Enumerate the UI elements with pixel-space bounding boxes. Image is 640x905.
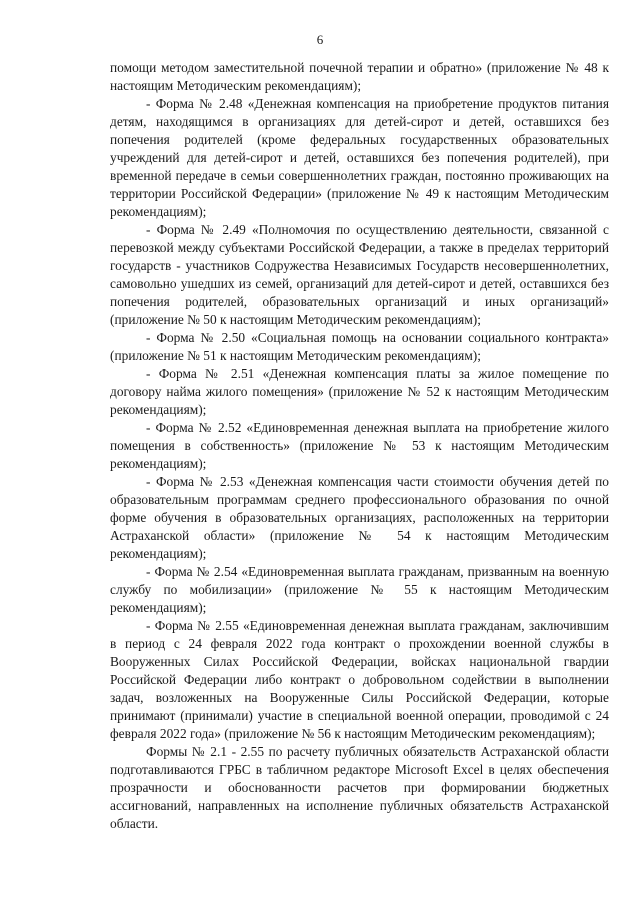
paragraph-form-2-53: - Форма № 2.53 «Денежная компенсация части стоимости обучения детей по образовательным программам среднего профессионального образования по очной форме обучения в образовательных организациях, расположенных на территории Астраханской области» (приложение № 54 к настоящим Методическим рекомендациям); xyxy=(110,474,609,561)
paragraph-summary: Формы № 2.1 - 2.55 по расчету публичных обязательств Астраханской области подготавливаются ГРБС в табличном редакторе Microsoft Excel в целях обеспечения прозрачности и обоснованности расчетов при формировании бюджетных ассигнований, направленных на исполнение публичных обязательств Астраханской области. xyxy=(110,744,609,831)
paragraph-form-2-49: - Форма № 2.49 «Полномочия по осуществлению деятельности, связанной с перевозкой между субъектами Российской Федерации, а также в пределах территорий государств - участников Содружества Независимых Государств несовершеннолетних, самовольно ушедших из семей, организаций для детей-сирот и детей, оставшихся без попечения родителей, образовательных организаций и иных организаций» (приложение № 50 к настоящим Методическим рекомендациям); xyxy=(110,222,609,327)
paragraph-form-2-51: - Форма № 2.51 «Денежная компенсация платы за жилое помещение по договору найма жилого помещения» (приложение № 52 к настоящим Методическим рекомендациям); xyxy=(110,366,609,417)
paragraph-form-2-55: - Форма № 2.55 «Единовременная денежная выплата гражданам, заключившим в период с 24 февраля 2022 года контракт о прохождении военной службы в Вооруженных Силах Российской Федерации, войсках национальной гвардии Российской Федерации либо контракт о добровольном содействии в выполнении задач, возложенных на Вооруженные Силы Российской Федерации, которые принимают (принимали) участие в специальной военной операции, проводимой с 24 февраля 2022 года» (приложение № 56 к настоящим Методическим рекомендациям); xyxy=(110,618,609,741)
document-body xyxy=(110,59,609,833)
paragraph-form-2-50: - Форма № 2.50 «Социальная помощь на основании социального контракта» (приложение № 51 к настоящим Методическим рекомендациям); xyxy=(110,330,609,363)
paragraph-continuation: помощи методом заместительной почечной терапии и обратно» (приложение № 48 к настоящим Методическим рекомендациям); xyxy=(110,60,609,93)
paragraph-form-2-48: - Форма № 2.48 «Денежная компенсация на приобретение продуктов питания детям, находящимся в организациях для детей-сирот и детей, оставшихся без попечения родителей (кроме федеральных государственных образовательных учреждений для детей-сирот и детей, оставшихся без попечения родителей), при временной передаче в семьи совершеннолетних граждан, постоянно проживающих на территории Российской Федерации» (приложение № 49 к настоящим Методическим рекомендациям); xyxy=(110,96,609,219)
page-number: 6 xyxy=(316,32,324,47)
paragraph-form-2-52: - Форма № 2.52 «Единовременная денежная выплата на приобретение жилого помещения в собственность» (приложение № 53 к настоящим Методическим рекомендациям); xyxy=(110,420,609,471)
paragraph-form-2-54: - Форма № 2.54 «Единовременная выплата гражданам, призванным на военную службу по мобилизации» (приложение № 55 к настоящим Методическим рекомендациям); xyxy=(110,564,609,615)
